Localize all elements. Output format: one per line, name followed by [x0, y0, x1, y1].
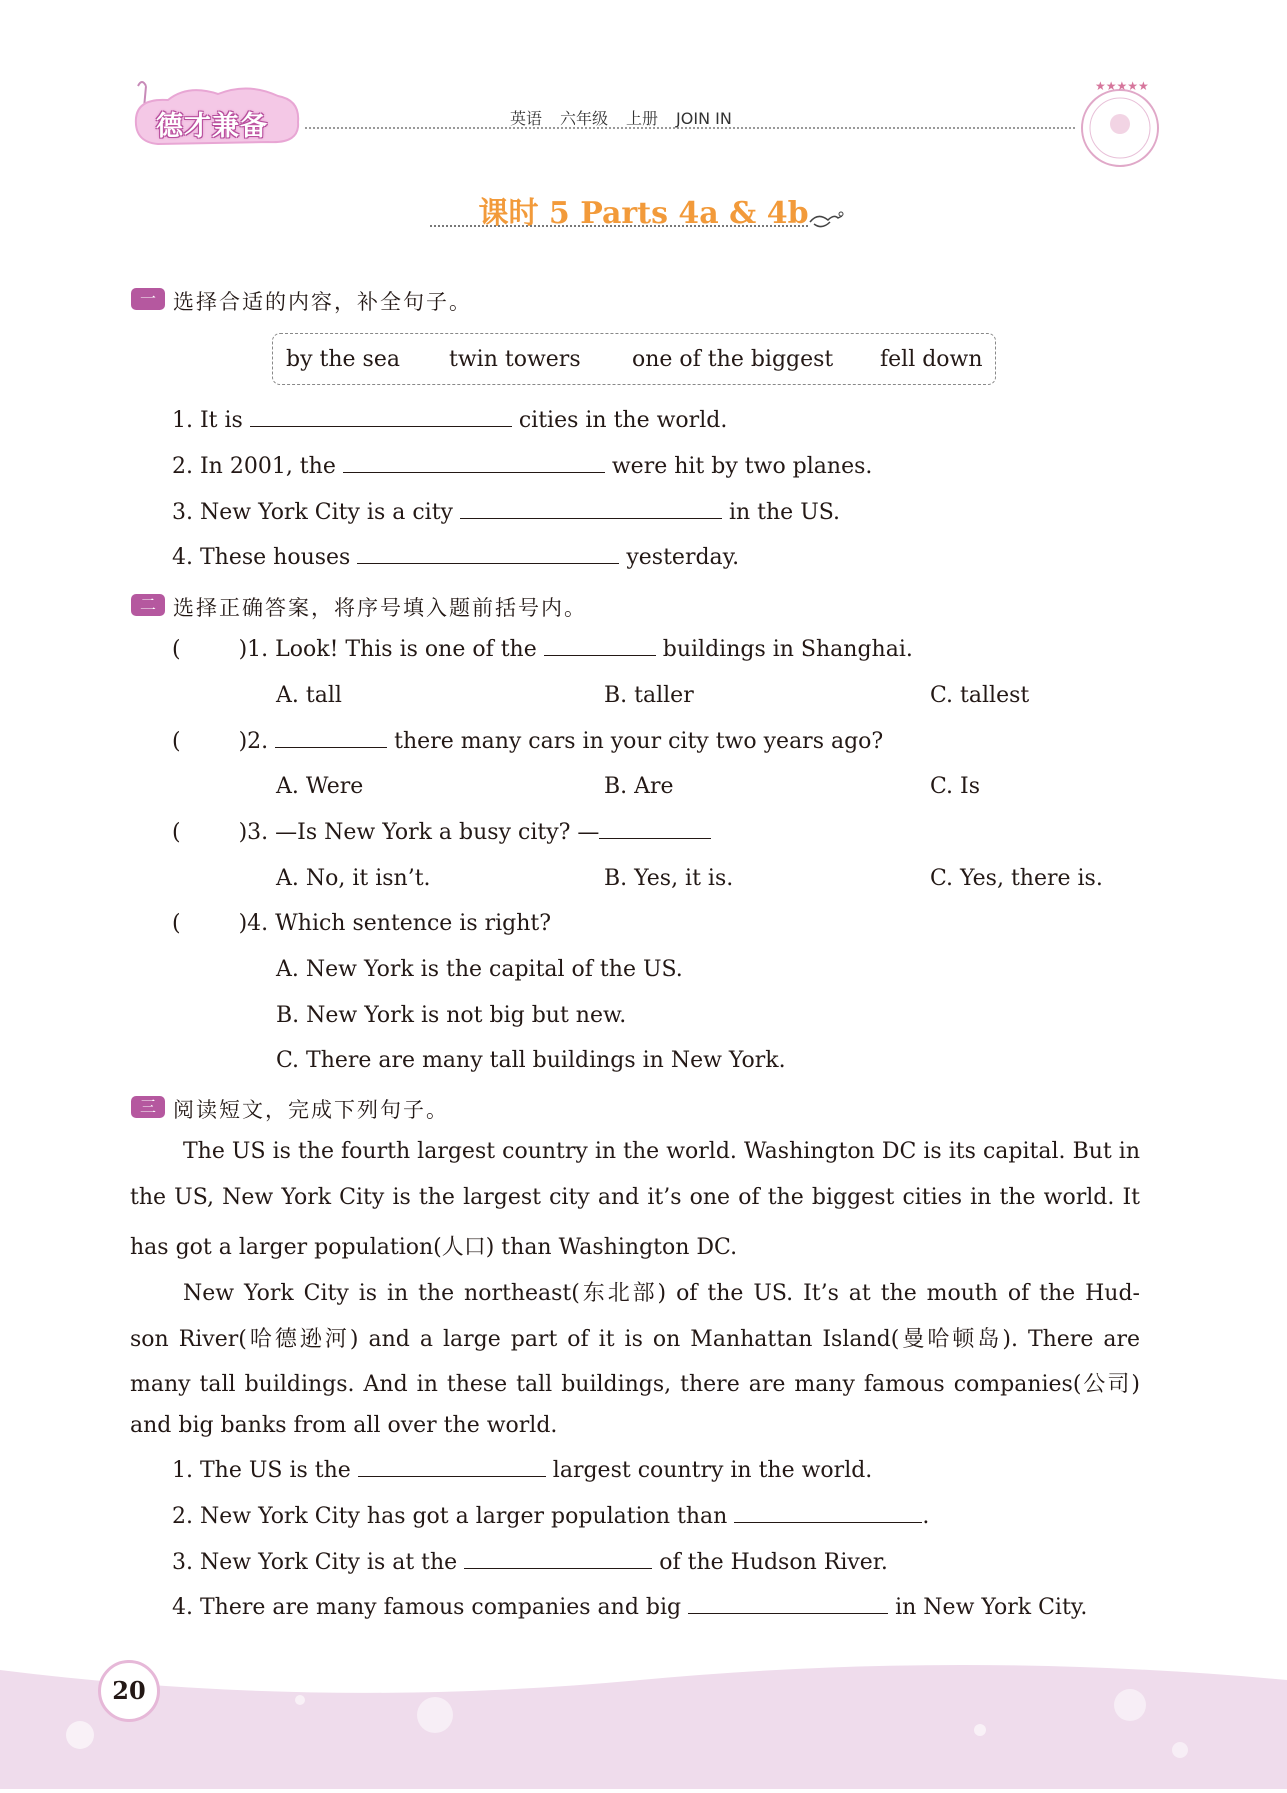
answer-blank[interactable] — [275, 729, 387, 748]
option: A. No, it isn’t. — [276, 866, 431, 891]
answer-paren[interactable]: ( — [172, 637, 181, 662]
option: A. tall — [276, 683, 342, 708]
question-2 — [172, 729, 883, 754]
option: B. Yes, it is. — [604, 866, 734, 891]
fill-item — [172, 1458, 872, 1483]
fill-item-text: 2. New York City has got a larger population than — [172, 1504, 728, 1529]
answer-blank[interactable] — [358, 1458, 546, 1477]
question-text: )3. —Is New York a busy city? — — [238, 820, 600, 845]
fill-item-text: . — [922, 1504, 930, 1529]
fill-item-text: 2. In 2001, the — [172, 454, 336, 479]
header-grade: 六年级 — [560, 109, 609, 128]
logo-text: 德才兼备 — [156, 111, 268, 142]
passage-line: has got a larger population(人口) than Washington DC. — [130, 1235, 738, 1260]
fill-item-text: of the Hudson River. — [659, 1550, 888, 1575]
section1-title: 选择合适的内容，补全句子。 — [173, 290, 472, 314]
word-bank-item: twin towers — [449, 347, 581, 372]
fill-item-text: in the US. — [728, 500, 841, 525]
answer-blank[interactable] — [688, 1595, 888, 1614]
answer-blank[interactable] — [464, 1550, 652, 1569]
section2-title: 选择正确答案，将序号填入题前括号内。 — [173, 596, 587, 620]
header-subject — [510, 106, 750, 129]
fill-item-text: yesterday. — [626, 545, 740, 570]
passage-line: The US is the fourth largest country in the world. Washington DC is its capital. But in — [183, 1139, 1140, 1164]
passage-line: many tall buildings. And in these tall buildings, there are many famous companies(公司) — [130, 1372, 1140, 1397]
option: B. taller — [604, 683, 694, 708]
answer-blank[interactable] — [357, 545, 619, 564]
publisher-seal-icon — [1075, 80, 1165, 170]
fill-item-text: 4. There are many famous companies and big — [172, 1595, 682, 1620]
question-1 — [172, 637, 913, 662]
option: C. There are many tall buildings in New York. — [276, 1048, 786, 1073]
option: C. tallest — [930, 683, 1030, 708]
word-bank-item: by the sea — [286, 347, 400, 372]
answer-blank[interactable] — [343, 454, 605, 473]
fill-item-text: largest country in the world. — [552, 1458, 873, 1483]
fill-item-text: 1. The US is the — [172, 1458, 351, 1483]
question-text: buildings in Shanghai. — [662, 637, 913, 662]
question-text: )4. Which sentence is right? — [238, 911, 552, 936]
answer-blank[interactable] — [250, 408, 512, 427]
bird-icon — [808, 208, 844, 236]
question-text: )2. — [238, 729, 269, 754]
answer-paren[interactable]: ( — [172, 911, 181, 936]
passage-line: New York City is in the northeast(东北部) of the US. It’s at the mouth of the Hud- — [183, 1281, 1140, 1306]
lesson-title-underline — [430, 225, 808, 227]
fill-item-text: 3. New York City is at the — [172, 1550, 458, 1575]
fill-item-text: in New York City. — [895, 1595, 1088, 1620]
section1-badge: 一 — [131, 288, 165, 310]
question-4 — [172, 911, 551, 936]
passage-line: and big banks from all over the world. — [130, 1413, 558, 1438]
fill-item — [172, 500, 840, 525]
header-series: JOIN IN — [676, 109, 732, 128]
word-bank — [272, 333, 996, 385]
fill-item-text: 3. New York City is a city — [172, 500, 453, 525]
brand-logo — [128, 78, 303, 150]
lesson-title: 课时 5 Parts 4a & 4b — [478, 196, 809, 231]
header-volume: 上册 — [626, 109, 659, 128]
option: C. Yes, there is. — [930, 866, 1103, 891]
fill-item-text: 4. These houses — [172, 545, 351, 570]
fill-item — [172, 1595, 1087, 1620]
section2-badge: 二 — [131, 594, 165, 616]
fill-item — [172, 545, 739, 570]
question-text: )1. Look! This is one of the — [238, 637, 537, 662]
fill-item — [172, 1550, 888, 1575]
page-number: 20 — [98, 1660, 160, 1722]
option: A. Were — [276, 774, 364, 799]
option: B. New York is not big but new. — [276, 1003, 627, 1028]
fill-item-text: 1. It is — [172, 408, 243, 433]
option: B. Are — [604, 774, 674, 799]
answer-blank[interactable] — [734, 1504, 922, 1523]
question-text: there many cars in your city two years ago? — [394, 729, 884, 754]
answer-paren[interactable]: ( — [172, 729, 181, 754]
section3-title: 阅读短文，完成下列句子。 — [173, 1098, 449, 1122]
fill-item — [172, 454, 872, 479]
header-subject-name: 英语 — [510, 109, 543, 128]
option: C. Is — [930, 774, 981, 799]
word-bank-item: one of the biggest — [632, 347, 834, 372]
fill-item-text: cities in the world. — [518, 408, 728, 433]
answer-blank[interactable] — [460, 500, 722, 519]
fill-item — [172, 1504, 929, 1529]
fill-item — [172, 408, 727, 433]
answer-paren[interactable]: ( — [172, 820, 181, 845]
word-bank-item: fell down — [880, 347, 983, 372]
question-3 — [172, 820, 711, 845]
passage-line: the US, New York City is the largest city and it’s one of the biggest cities in the world. It — [130, 1185, 1140, 1210]
passage-line: son River(哈德逊河) and a large part of it is on Manhattan Island(曼哈顿岛). There are — [130, 1327, 1140, 1352]
fill-item-text: were hit by two planes. — [611, 454, 873, 479]
option: A. New York is the capital of the US. — [276, 957, 683, 982]
section3-badge: 三 — [131, 1096, 165, 1118]
svg-text:★★★★★: ★★★★★ — [1095, 80, 1149, 93]
answer-blank[interactable] — [544, 637, 656, 656]
footer-wave — [0, 1640, 1287, 1789]
answer-blank[interactable] — [599, 820, 711, 839]
